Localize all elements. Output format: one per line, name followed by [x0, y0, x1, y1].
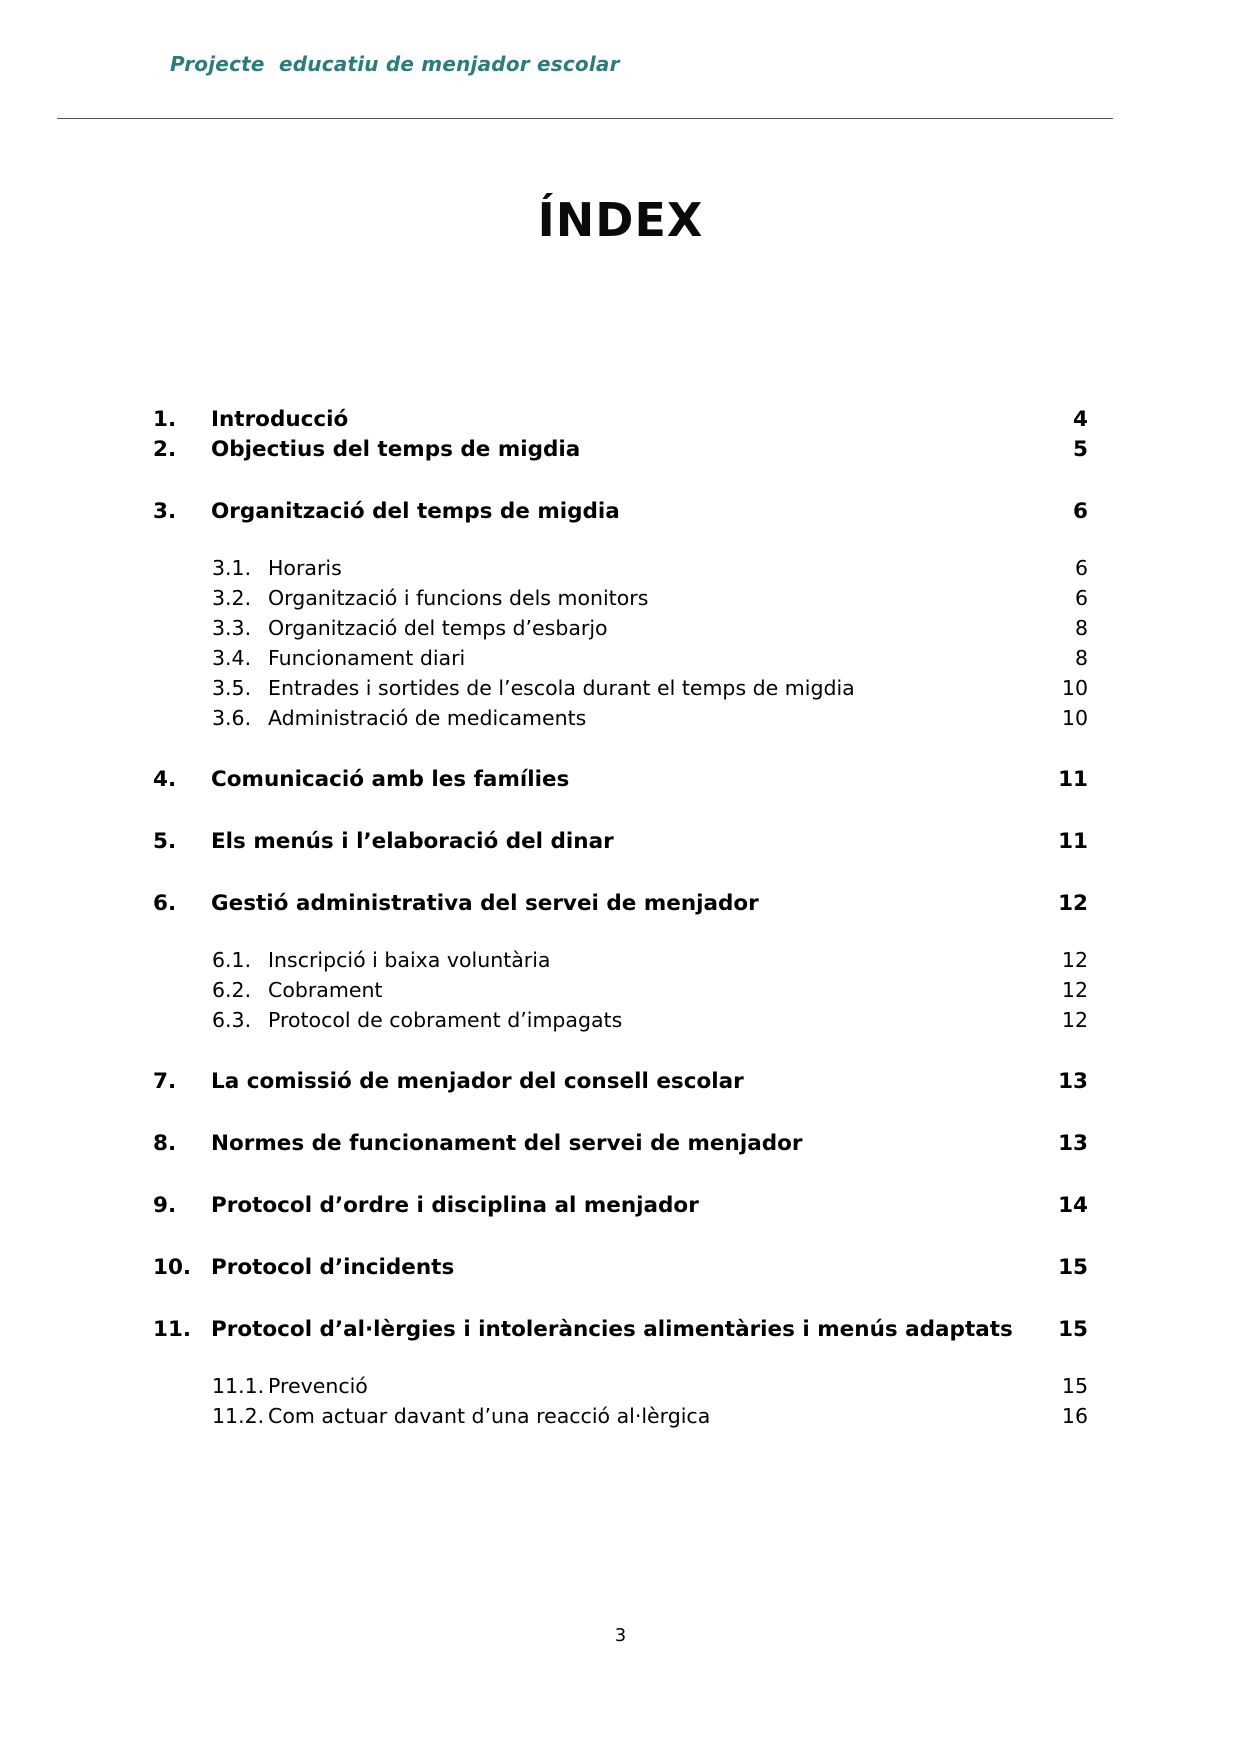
- toc-entry-label: Comunicació amb les famílies: [211, 767, 570, 792]
- toc-spacer: [153, 1345, 1088, 1371]
- toc-entry-main[interactable]: [153, 435, 1088, 465]
- toc-entry-sub[interactable]: [153, 613, 1088, 643]
- toc-entry-label: Gestió administrativa del servei de menjador: [211, 891, 759, 916]
- toc-entry-number: 6.1.: [212, 948, 252, 972]
- toc-entry-sub[interactable]: [153, 583, 1088, 613]
- toc-entry-page: 10: [1061, 706, 1088, 730]
- toc-entry-number: 11.2.: [212, 1404, 265, 1428]
- toc-entry-sub[interactable]: [153, 553, 1088, 583]
- toc-entry-sub[interactable]: [153, 975, 1088, 1005]
- toc-entry-label: Protocol d’ordre i disciplina al menjador: [211, 1193, 699, 1218]
- toc-spacer: [153, 1159, 1088, 1191]
- toc-entry-main[interactable]: [153, 1253, 1088, 1283]
- toc-entry-number: 3.2.: [212, 586, 252, 610]
- toc-entry-main[interactable]: [153, 889, 1088, 919]
- toc-entry-label: Cobrament: [268, 978, 383, 1002]
- toc-entry-label: Prevenció: [268, 1374, 368, 1398]
- toc-spacer: [153, 1221, 1088, 1253]
- toc-spacer: [153, 1283, 1088, 1315]
- toc-spacer: [153, 1097, 1088, 1129]
- toc-entry-page: 11: [1058, 829, 1088, 854]
- toc-entry-main[interactable]: [153, 1067, 1088, 1097]
- toc-entry-sub[interactable]: [153, 945, 1088, 975]
- toc-entry-number: 2.: [153, 437, 177, 462]
- toc-entry-page: 15: [1058, 1255, 1088, 1280]
- header-divider: [57, 118, 1113, 119]
- toc-entry-page: 6: [1074, 586, 1088, 610]
- toc-entry-number: 9.: [153, 1193, 177, 1218]
- toc-entry-label: Organització i funcions dels monitors: [268, 586, 649, 610]
- toc-entry-main[interactable]: [153, 827, 1088, 857]
- toc-entry-sub[interactable]: [153, 1371, 1088, 1401]
- toc-entry-number: 10.: [153, 1255, 192, 1280]
- toc-spacer: [153, 527, 1088, 553]
- toc-entry-number: 3.6.: [212, 706, 252, 730]
- toc-entry-label: Funcionament diari: [268, 646, 466, 670]
- toc-entry-page: 15: [1058, 1317, 1088, 1342]
- toc-entry-number: 7.: [153, 1069, 177, 1094]
- toc-entry-number: 3.3.: [212, 616, 252, 640]
- toc-entry-number: 3.5.: [212, 676, 252, 700]
- toc-entry-number: 6.2.: [212, 978, 252, 1002]
- toc-entry-label: Protocol d’incidents: [211, 1255, 455, 1280]
- toc-entry-label: Entrades i sortides de l’escola durant el temps de migdia: [268, 676, 855, 700]
- toc-entry-number: 3.: [153, 499, 177, 524]
- toc-entry-label: Organització del temps d’esbarjo: [268, 616, 608, 640]
- footer-page-number: 3: [614, 1625, 627, 1646]
- toc-entry-main[interactable]: [153, 405, 1088, 435]
- toc-spacer: [153, 733, 1088, 765]
- toc-entry-page: 14: [1058, 1193, 1088, 1218]
- toc-entry-label: Administració de medicaments: [268, 706, 587, 730]
- toc-entry-number: 11.: [153, 1317, 192, 1342]
- toc-entry-page: 16: [1061, 1404, 1088, 1428]
- toc-entry-number: 5.: [153, 829, 177, 854]
- toc-entry-number: 6.: [153, 891, 177, 916]
- toc-entry-page: 12: [1058, 891, 1088, 916]
- toc-entry-number: 8.: [153, 1131, 177, 1156]
- toc-entry-number: 1.: [153, 407, 177, 432]
- toc-spacer: [153, 919, 1088, 945]
- toc-entry-label: Protocol de cobrament d’impagats: [268, 1008, 623, 1032]
- toc-entry-label: Organització del temps de migdia: [211, 499, 620, 524]
- toc-entry-main[interactable]: [153, 1129, 1088, 1159]
- toc-entry-label: Els menús i l’elaboració del dinar: [211, 829, 614, 854]
- toc-entry-page: 12: [1061, 1008, 1088, 1032]
- toc-entry-number: 11.1.: [212, 1374, 265, 1398]
- toc-spacer: [153, 1035, 1088, 1067]
- toc-entry-label: Horaris: [268, 556, 342, 580]
- toc-entry-page: 6: [1074, 556, 1088, 580]
- toc-entry-number: 3.4.: [212, 646, 252, 670]
- toc-entry-page: 15: [1061, 1374, 1088, 1398]
- page-title: ÍNDEX: [537, 193, 704, 247]
- toc-entry-page: 8: [1074, 616, 1088, 640]
- table-of-contents: [0, 405, 1241, 1431]
- toc-entry-page: 12: [1061, 948, 1088, 972]
- toc-list: [153, 405, 1088, 1431]
- toc-entry-label: Objectius del temps de migdia: [211, 437, 581, 462]
- toc-entry-label: Com actuar davant d’una reacció al·lèrgica: [268, 1404, 711, 1428]
- toc-spacer: [153, 857, 1088, 889]
- toc-entry-sub[interactable]: [153, 703, 1088, 733]
- toc-entry-main[interactable]: [153, 765, 1088, 795]
- toc-spacer: [153, 795, 1088, 827]
- toc-entry-page: 5: [1073, 437, 1088, 462]
- toc-spacer: [153, 465, 1088, 497]
- running-header-title: Projecte educatiu de menjador escolar: [170, 52, 620, 76]
- toc-entry-label: La comissió de menjador del consell escolar: [211, 1069, 744, 1094]
- toc-entry-page: 8: [1074, 646, 1088, 670]
- page-header: [0, 0, 1241, 125]
- toc-entry-label: Inscripció i baixa voluntària: [268, 948, 551, 972]
- toc-entry-main[interactable]: [153, 1191, 1088, 1221]
- toc-entry-number: 4.: [153, 767, 177, 792]
- toc-entry-label: Normes de funcionament del servei de menjador: [211, 1131, 803, 1156]
- toc-entry-page: 13: [1058, 1069, 1088, 1094]
- toc-entry-sub[interactable]: [153, 673, 1088, 703]
- toc-entry-sub[interactable]: [153, 1005, 1088, 1035]
- toc-entry-page: 11: [1058, 767, 1088, 792]
- toc-entry-page: 6: [1073, 499, 1088, 524]
- toc-entry-page: 10: [1061, 676, 1088, 700]
- toc-entry-main[interactable]: [153, 497, 1088, 527]
- toc-entry-page: 4: [1073, 407, 1088, 432]
- toc-entry-number: 6.3.: [212, 1008, 252, 1032]
- toc-entry-label: Protocol d’al·lèrgies i intoleràncies alimentàries i menús adaptats: [211, 1317, 1013, 1342]
- toc-entry-page: 13: [1058, 1131, 1088, 1156]
- toc-entry-sub[interactable]: [153, 1401, 1088, 1431]
- toc-entry-number: 3.1.: [212, 556, 252, 580]
- toc-entry-sub[interactable]: [153, 643, 1088, 673]
- toc-entry-page: 12: [1061, 978, 1088, 1002]
- toc-entry-label: Introducció: [211, 407, 349, 432]
- toc-entry-main[interactable]: [153, 1315, 1088, 1345]
